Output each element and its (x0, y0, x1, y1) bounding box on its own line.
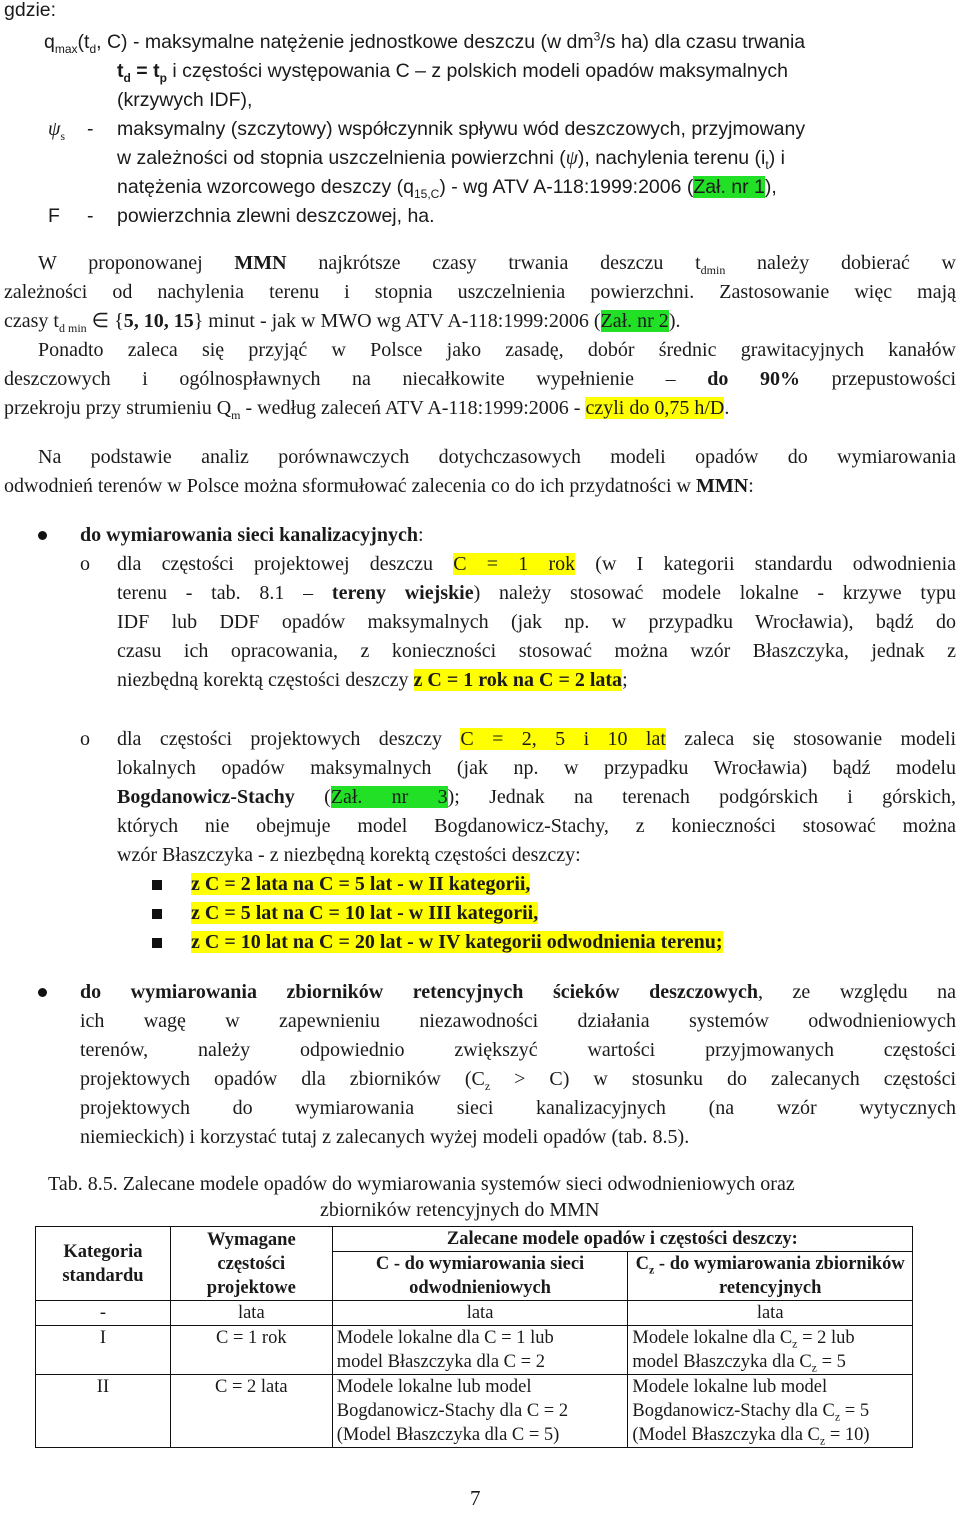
F-dash: - (87, 205, 94, 227)
def-q-line2: $t_d = t_p$ i częstości występowania C – z polskich modeli opadów maksymalnych (117, 60, 788, 85)
th-category: Kategoria standardu (36, 1227, 171, 1301)
bullet2-line1: do wymiarowania zbiorników retencyjnych ścieków deszczowych, ze względu na (80, 981, 956, 1003)
table-row: - lata lata lata (36, 1301, 913, 1326)
annex-ref-3: Zał. nr 3 (330, 786, 448, 808)
square-item-2: z C = 5 lat na C = 10 lat - w III kategorii, (191, 902, 539, 924)
para1-line6: przekroju przy strumieniu $Q_m$ - według zaleceń ATV A-118:1999:2006 - czyli do 0,75 h/D. (4, 397, 730, 422)
sub1-line3: IDF lub DDF opadów maksymalnych (jak np. w przypadku Wrocławia), bądź do (117, 611, 956, 633)
sub2-line5: wzór Błaszczyka - z niezbędną korektą częstości deszczy: (117, 844, 581, 866)
para1-line3: czasy $t_{d min}$ ∈ {5, 10, 15} minut - jak w MWO wg ATV A-118:1999:2006 (Zał. nr 2). (4, 310, 681, 335)
th-c: C - do wymiarowania sieci odwodnieniowych (332, 1252, 628, 1301)
psi-symbol: $\psi_s$ (48, 118, 66, 143)
def-psi-line2: w zależności od stopnia uszczelnienia powierzchni (ψ), nachylenia terenu $(i_t)$ i (117, 147, 785, 172)
th-models: Zalecane modele opadów i częstości deszczy: (332, 1227, 912, 1252)
table-row: I C = 1 rok Modele lokalne dla C = 1 lub model Błaszczyka dla C = 2 Modele lokalne dla $C_z = 2$ lub model Błaszczyka dla $C_z = 5$ (36, 1326, 913, 1375)
bullet2-line3: terenów, należy odpowiednio zwiększyć wartości przyjmowanych częstości (80, 1039, 956, 1061)
bullet-dot-1 (38, 531, 47, 540)
sub1-line4: czasu ich opracowania, z konieczności stosować można wzór Błaszczyka, jednak z (117, 640, 956, 662)
sub-marker-1: o (80, 553, 90, 575)
heading-gdzie: gdzie: (4, 0, 57, 21)
bullet1-text: do wymiarowania sieci kanalizacyjnych: (80, 524, 424, 546)
sub1-line5: niezbędną korektą częstości deszczy z C = 1 rok na C = 2 lata; (117, 669, 628, 691)
bullet2-line2: ich wagę w zapewnieniu niezawodności działania systemów odwodnieniowych (80, 1010, 956, 1032)
F-symbol: F (48, 205, 60, 227)
table-row: II C = 2 lata Modele lokalne lub model Bogdanowicz-Stachy dla C = 2 (Model Błaszczyka dla C = 5) Modele lokalne lub model Bogdanowicz-Stachy dla $C_z = 5$ (Model Błaszczyka dla $C_z = 10$) (36, 1375, 913, 1448)
th-cz: $C_z$ - do wymiarowania zbiorników retencyjnych (628, 1252, 913, 1301)
square-item-1: z C = 2 lata na C = 5 lat - w II kategorii, (191, 873, 531, 895)
sub2-line1: dla częstości projektowych deszczy C = 2, 5 i 10 lat zaleca się stosowanie modeli (117, 728, 956, 750)
th-frequency: Wymagane częstości projektowe (170, 1227, 332, 1301)
sub1-line2: terenu - tab. 8.1 – tereny wiejskie) należy stosować modele lokalne - krzywe typu (117, 582, 956, 604)
def-psi-line3: natężenia wzorcowego deszczy $(q_{15,C})$ - wg ATV A-118:1999:2006 (Zał. nr 1), (117, 176, 777, 201)
sub2-line4: których nie obejmuje model Bogdanowicz-Stachy, z konieczności stosować można (117, 815, 956, 837)
sub2-line2: lokalnych opadów maksymalnych (jak np. w przypadku Wrocławia) bądź modelu (117, 757, 956, 779)
table-header-row (36, 1227, 913, 1252)
table-caption-line2: zbiorników retencyjnych do MMN (320, 1199, 600, 1221)
para1-line1: W proponowanej MMN najkrótsze czasy trwania deszczu $t_{dmin}$ należy dobierać w (38, 252, 956, 277)
recommendation-table (35, 1226, 913, 1448)
sub2-line3: Bogdanowicz-Stachy (Zał. nr 3); Jednak na terenach podgórskich i górskich, (117, 786, 957, 808)
para1-line5: deszczowych i ogólnospławnych na niecałkowite wypełnienie – do 90% przepustowości (4, 368, 957, 390)
para1-line4: Ponadto zaleca się przyjąć w Polsce jako zasadę, dobór średnic grawitacyjnych kanałów (38, 339, 956, 361)
square-bullet-1 (152, 880, 162, 890)
def-psi-line1: maksymalny (szczytowy) współczynnik spływu wód deszczowych, przyjmowany (117, 118, 806, 140)
psi-dash: - (87, 118, 94, 140)
para1-line2: zależności od nachylenia terenu i stopnia uszczelnienia powierzchni. Zastosowanie więc mają (4, 281, 956, 303)
bullet2-line6: niemieckich) i korzystać tutaj z zalecanych wyżej modeli opadów (tab. 8.5). (80, 1126, 690, 1148)
square-bullet-3 (152, 938, 162, 948)
bullet2-line4: projektowych opadów dla zbiorników $(C_z > C)$ w stosunku do zalecanych częstości (80, 1068, 956, 1093)
sub1-line1: dla częstości projektowej deszczu C = 1 rok (w I kategorii standardu odwodnienia (117, 553, 956, 575)
def-q-line3: (krzywych IDF), (117, 89, 253, 111)
table-caption-line1: Tab. 8.5. Zalecane modele opadów do wymiarowania systemów sieci odwodnieniowych oraz (48, 1173, 795, 1195)
square-item-3: z C = 10 lat na C = 20 lat - w IV kategorii odwodnienia terenu; (191, 931, 723, 953)
bullet2-line5: projektowych do wymiarowania sieci kanalizacyjnych (na wzór wytycznych (80, 1097, 956, 1119)
para2-line2: odwodnień terenów w Polsce można sformułować zalecenia co do ich przydatności w MMN: (4, 475, 754, 497)
highlight-fill-ratio: czyli do 0,75 h/D (585, 397, 725, 419)
bullet-dot-2 (38, 988, 47, 997)
sub-marker-2: o (80, 728, 90, 750)
annex-ref-1: Zał. nr 1 (693, 176, 765, 198)
def-F-text: powierzchnia zlewni deszczowej, ha. (117, 205, 435, 227)
para2-line1: Na podstawie analiz porównawczych dotychczasowych modeli opadów do wymiarowania (38, 446, 956, 468)
def-q-line1: $q_{max}(t_d$, C) - maksymalne natężenie jednostkowe deszczu (w $dm^3/s$ ha) dla czasu trwania (44, 29, 806, 56)
annex-ref-2: Zał. nr 2 (600, 310, 669, 332)
page-number: 7 (470, 1486, 481, 1510)
square-bullet-2 (152, 909, 162, 919)
